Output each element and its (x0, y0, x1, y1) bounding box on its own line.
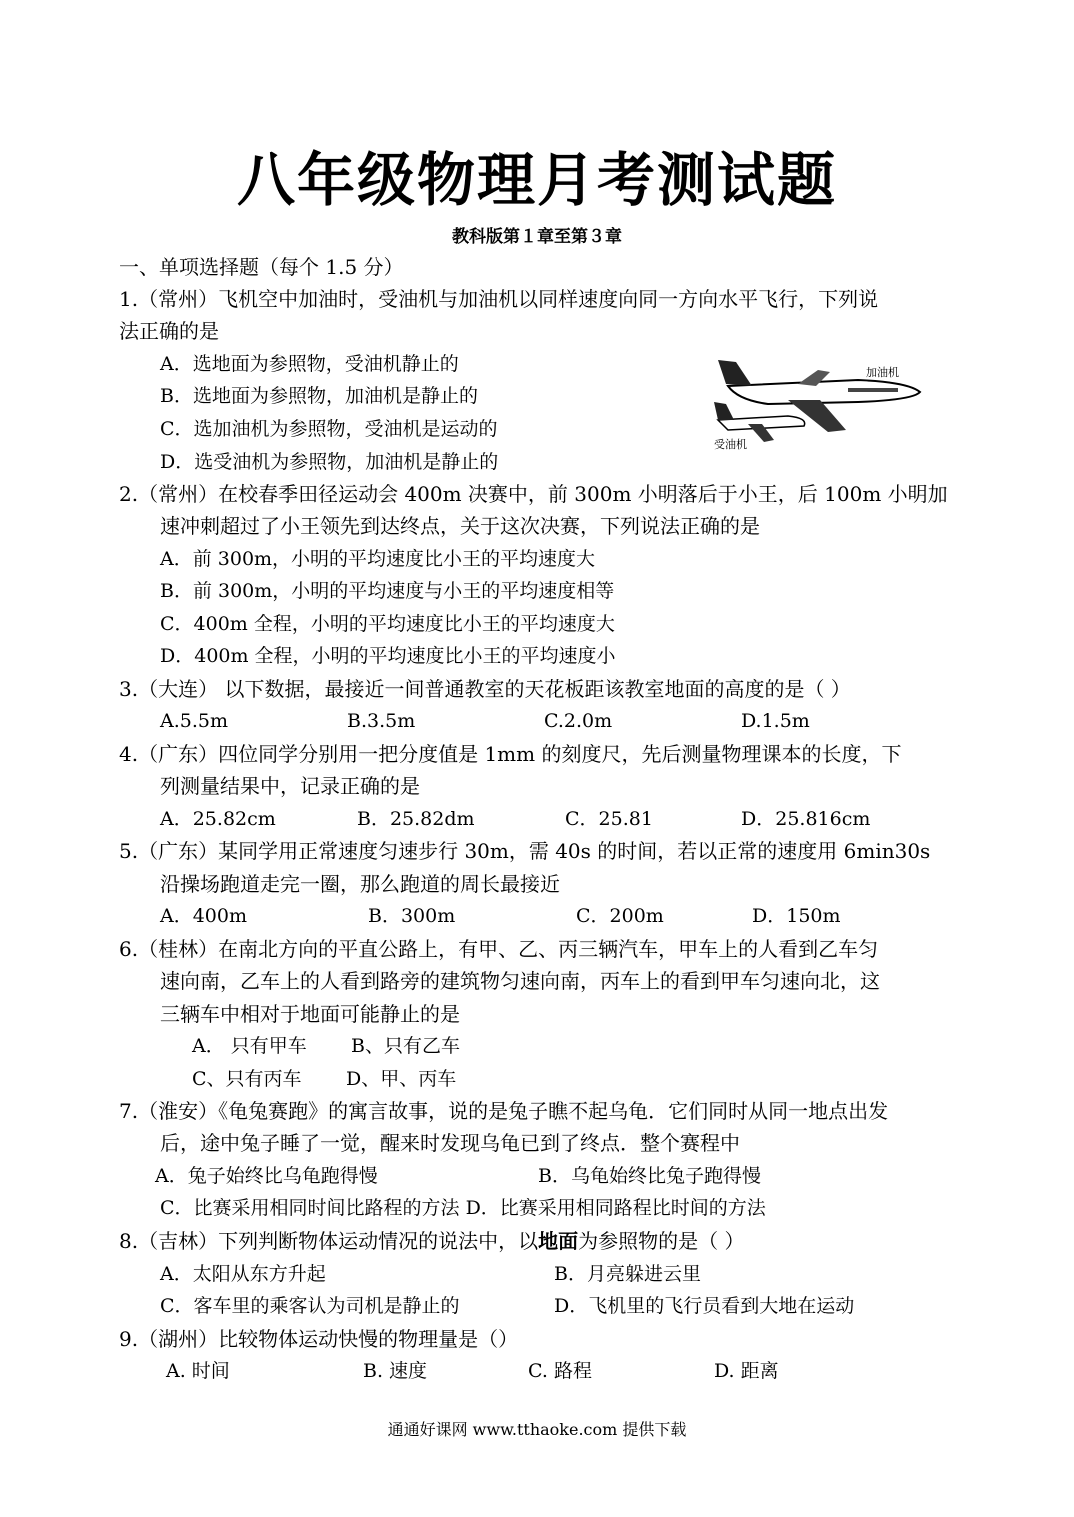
q5-option-a: A．400m (160, 905, 248, 927)
page-footer: 通通好课网 www.tthaoke.com 提供下载 (387, 1420, 687, 1439)
q2-stem-line1: 2.（常州）在校春季田径运动会 400m 决赛中，前 300m 小明落后于小王，后 100m 小明加 (119, 482, 948, 506)
q6-option-b: B、只有乙车 (351, 1035, 460, 1057)
q2-option-d: D．400m 全程，小明的平均速度比小王的平均速度小 (160, 645, 616, 667)
q8-stem (119, 1228, 744, 1254)
refueling-planes-figure (708, 350, 928, 450)
q1-option-c: C．选加油机为参照物，受油机是运动的 (160, 418, 498, 440)
q4-option-b: B．25.82dm (357, 808, 475, 830)
q8-option-b: B．月亮躲进云里 (554, 1263, 701, 1285)
q9-option-c: C. 路程 (528, 1360, 592, 1382)
q8-option-c: C．客车里的乘客认为司机是静止的 (160, 1295, 460, 1317)
q1-option-b: B．选地面为参照物，加油机是静止的 (160, 385, 478, 407)
q5-option-b: B．300m (368, 905, 456, 927)
q9-option-d: D. 距离 (714, 1360, 779, 1382)
q4-stem-line2: 列测量结果中，记录正确的是 (160, 774, 420, 798)
receiver-plane-icon (714, 402, 805, 442)
q5-stem-line1: 5.（广东）某同学用正常速度匀速步行 30m，需 40s 的时间，若以正常的速度用 6min30s (119, 839, 931, 863)
q2-option-a: A．前 300m，小明的平均速度比小王的平均速度大 (160, 548, 596, 570)
q7-option-cd: C．比赛采用相同时间比路程的方法 D．比赛采用相同路程比时间的方法 (160, 1197, 766, 1219)
q6-stem-line1: 6.（桂林）在南北方向的平直公路上，有甲、乙、丙三辆汽车，甲车上的人看到乙车匀 (119, 937, 879, 961)
q6-option-c: C、只有丙车 (192, 1068, 302, 1090)
q8-option-d: D．飞机里的飞行员看到大地在运动 (554, 1295, 855, 1317)
q1-option-a: A．选地面为参照物，受油机静止的 (160, 353, 459, 375)
q8-option-a: A．太阳从东方升起 (160, 1263, 326, 1285)
q2-stem-line2: 速冲刺超过了小王领先到达终点，关于这次决赛，下列说法正确的是 (160, 514, 760, 538)
q3-option-d: D.1.5m (741, 710, 810, 732)
page-subtitle: 教科版第１章至第３章 (452, 227, 622, 247)
q4-stem-line1: 4.（广东）四位同学分别用一把分度值是 1mm 的刻度尺，先后测量物理课本的长度，下 (119, 742, 902, 766)
q9-stem: 9.（湖州）比较物体运动快慢的物理量是（） (119, 1327, 519, 1351)
section-heading: 一、单项选择题（每个 1.5 分） (119, 255, 404, 279)
q3-option-c: C.2.0m (544, 710, 613, 732)
q1-stem-line2: 法正确的是 (119, 319, 219, 343)
q9-option-a: A. 时间 (166, 1360, 230, 1382)
q5-stem-line2: 沿操场跑道走完一圈，那么跑道的周长最接近 (160, 872, 560, 896)
q4-option-c: C．25.81 (565, 808, 653, 830)
q2-option-c: C．400m 全程，小明的平均速度比小王的平均速度大 (160, 613, 615, 635)
q6-option-d: D、甲、丙车 (346, 1068, 457, 1090)
q3-option-b: B.3.5m (347, 710, 416, 732)
q8-stem-post: 为参照物的是（ ） (578, 1229, 745, 1253)
q7-stem-line2: 后，途中兔子睡了一觉，醒来时发现乌龟已到了终点．整个赛程中 (160, 1131, 740, 1155)
q7-option-b: B．乌龟始终比兔子跑得慢 (538, 1165, 761, 1187)
q6-stem-line3: 三辆车中相对于地面可能静止的是 (160, 1002, 460, 1026)
q6-stem-line2: 速向南，乙车上的人看到路旁的建筑物匀速向南，丙车上的看到甲车匀速向北，这 (160, 969, 880, 993)
q6-option-a: A． 只有甲车 (192, 1035, 307, 1057)
q1-option-d: D．选受油机为参照物，加油机是静止的 (160, 451, 499, 473)
tanker-label: 加油机 (866, 366, 899, 379)
q5-option-d: D．150m (752, 905, 841, 927)
q3-option-a: A.5.5m (160, 710, 228, 732)
q9-option-b: B. 速度 (363, 1360, 428, 1382)
q8-stem-bold: 地面 (538, 1229, 579, 1253)
q4-option-a: A．25.82cm (160, 808, 276, 830)
q3-stem: 3.（大连） 以下数据，最接近一间普通教室的天花板距该教室地面的高度的是（ ） (119, 677, 851, 701)
page-title: 八年级物理月考测试题 (236, 146, 837, 214)
q1-stem-line1: 1.（常州）飞机空中加油时，受油机与加油机以同样速度向同一方向水平飞行，下列说 (119, 287, 879, 311)
q2-option-b: B．前 300m，小明的平均速度与小王的平均速度相等 (160, 580, 615, 602)
q7-stem-line1: 7.（淮安）《龟兔赛跑》的寓言故事，说的是兔子瞧不起乌龟．它们同时从同一地点出发 (119, 1099, 889, 1123)
q7-option-a: A．兔子始终比乌龟跑得慢 (155, 1165, 378, 1187)
q8-stem-pre: 8.（吉林）下列判断物体运动情况的说法中，以 (119, 1229, 539, 1253)
q5-option-c: C．200m (576, 905, 664, 927)
receiver-label: 受油机 (714, 438, 747, 450)
q4-option-d: D．25.816cm (741, 808, 871, 830)
